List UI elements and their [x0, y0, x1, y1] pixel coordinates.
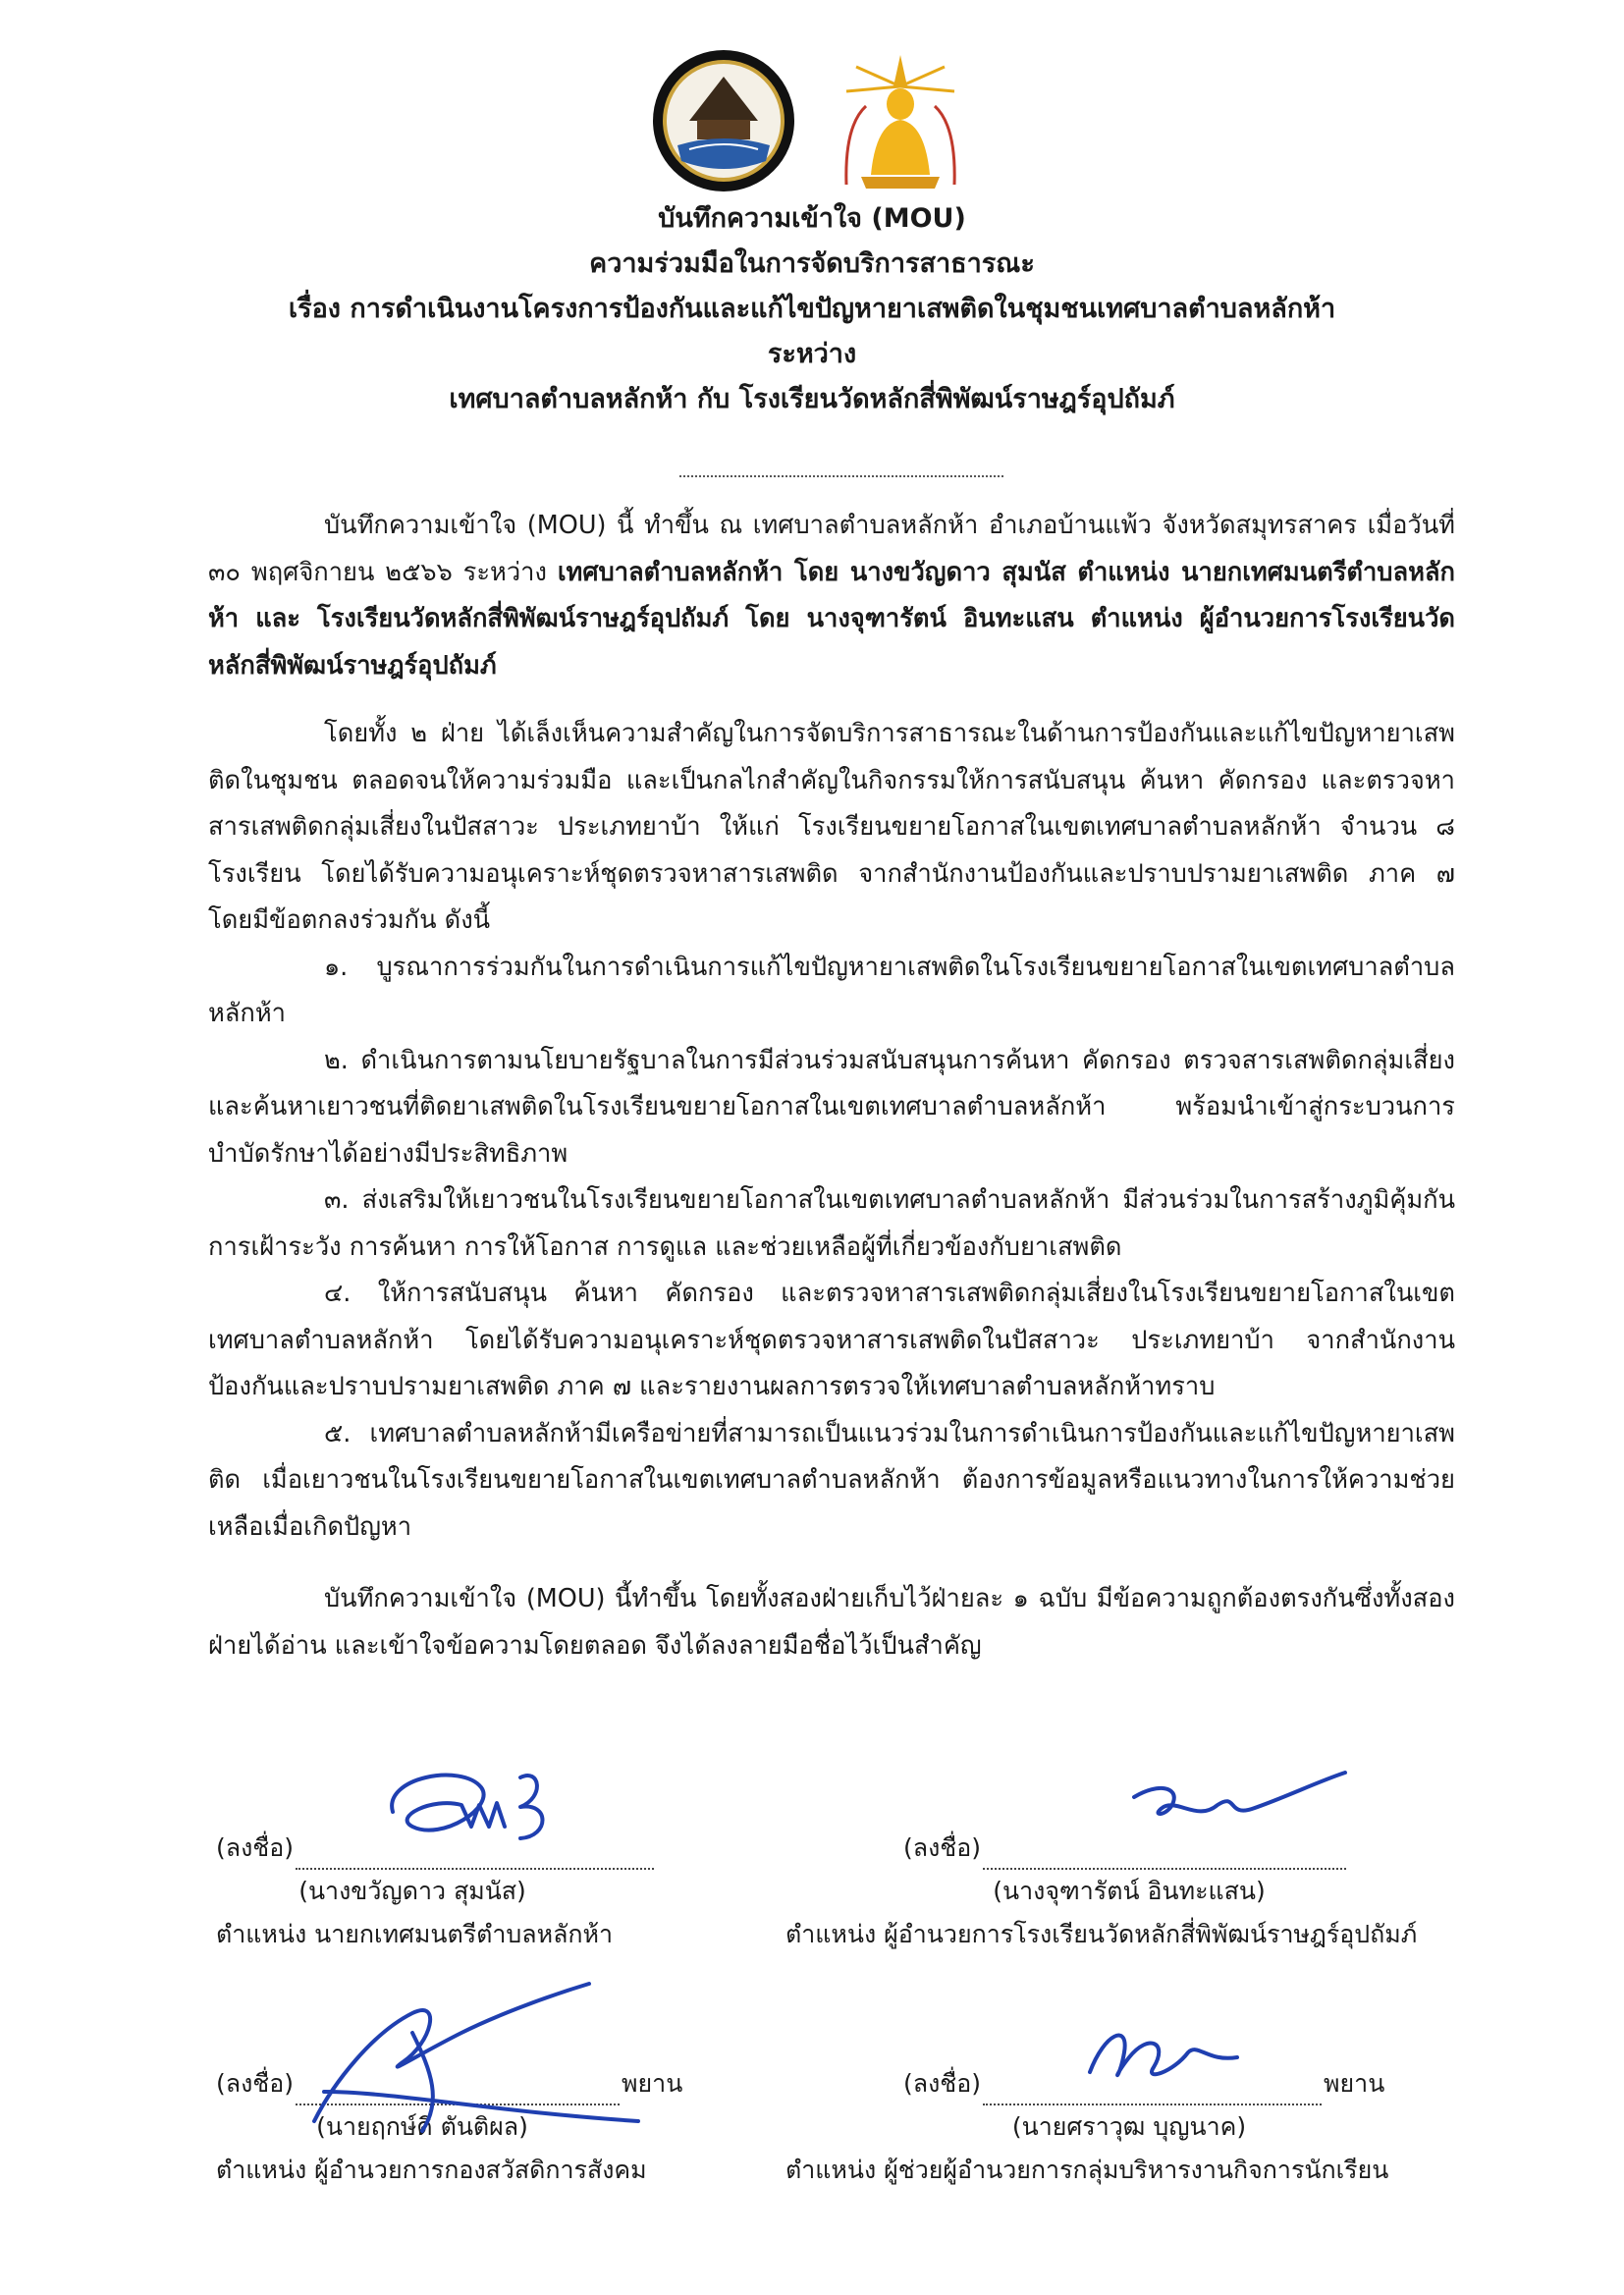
agreement-item-3: ๓. ส่งเสริมให้เยาวชนในโรงเรียนขยายโอกาสในเขตเทศบาลตำบลหลักห้า มีส่วนร่วมในการสร้างภูมิคุ้มกันการเฝ้าระวัง การค้นหา การให้โอกาส การดูแล และช่วยเหลือผู้ที่เกี่ยวข้องกับยาเสพติด: [208, 1185, 1455, 1262]
document-body: [208, 503, 1455, 1669]
municipality-seal-logo: [650, 47, 797, 194]
title-line-2: ความร่วมมือในการจัดบริการสาธารณะ: [589, 248, 1035, 279]
signer-name: (นางจุฑารัตน์ อินทะแสน): [993, 1877, 1266, 1905]
signer-position: ตำแหน่ง ผู้ช่วยผู้อำนวยการกลุ่มบริหารงานกิจการนักเรียน: [785, 2156, 1389, 2184]
intro-text: บันทึกความเข้าใจ (MOU) นี้ ทำขึ้น ณ เทศบาลตำบลหลักห้า อำเภอบ้านแพ้ว จังหวัดสมุทรสาคร เมื่อวันที่ ๓๐ พฤศจิกายน ๒๕๖๖ ระหว่าง: [208, 511, 1455, 587]
handwritten-signature-2: [1129, 1758, 1355, 1846]
sign-label: (ลงชื่อ): [216, 1833, 295, 1862]
signer-name: (นายศราวุฒ บุญนาค): [1011, 2112, 1247, 2141]
title-line-4: ระหว่าง: [767, 339, 857, 369]
witness-label: พยาน: [622, 2069, 683, 2098]
handwritten-signature-4: [1080, 2013, 1247, 2102]
purpose-paragraph: โดยทั้ง ๒ ฝ่าย ได้เล็งเห็นความสำคัญในการจัดบริการสาธารณะในด้านการป้องกันและแก้ไขปัญหายาเสพติดในชุมชน ตลอดจนให้ความร่วมมือ และเป็นกลไกสำคัญในกิจกรรมให้การสนับสนุน ค้นหา คัดกรอง และตรวจหาสารเสพติดกลุ่มเสี่ยงในปัสสาวะ ประเภทยาบ้า ให้แก่ โรงเรียนขยายโอกาสในเขตเทศบาลตำบลหลักห้า จำนวน ๘ โรงเรียน โดยได้รับความอนุเคราะห์ชุดตรวจหาสารเสพติด จากสำนักงานป้องกันและปราบปรามยาเสพติด ภาค ๗ โดยมีข้อตกลงร่วมกัน ดังนี้: [208, 719, 1455, 935]
logo-row: [0, 47, 1624, 194]
handwritten-signature-1: [373, 1758, 599, 1866]
agreement-item-4: ๔. ให้การสนับสนุน ค้นหา คัดกรอง และตรวจหาสารเสพติดกลุ่มเสี่ยงในโรงเรียนขยายโอกาสในเขตเทศบาลตำบลหลักห้า โดยได้รับความอนุเคราะห์ชุดตรวจหาสารเสพติดในปัสสาวะ ประเภทยาบ้า จากสำนักงานป้องกันและปราบปรามยาเสพติด ภาค ๗ และรายงานผลการตรวจให้เทศบาลตำบลหลักห้าทราบ: [208, 1279, 1455, 1401]
handwritten-signature-3: [295, 1974, 658, 2141]
school-buddha-logo: [827, 47, 974, 194]
title-line-5: เทศบาลตำบลหลักห้า กับ โรงเรียนวัดหลักสี่พิพัฒน์ราษฎร์อุปถัมภ์: [449, 384, 1175, 414]
sign-label: (ลงชื่อ): [903, 1833, 982, 1862]
signer-position: ตำแหน่ง ผู้อำนวยการโรงเรียนวัดหลักสี่พิพัฒน์ราษฎร์อุปถัมภ์: [785, 1920, 1418, 1948]
signer-name: (นายฤกษ์ดี ตันติผล): [316, 2112, 528, 2141]
agreement-item-2: ๒. ดำเนินการตามนโยบายรัฐบาลในการมีส่วนร่วมสนับสนุนการค้นหา คัดกรอง ตรวจสารเสพติดกลุ่มเสี่ยงและค้นหาเยาวชนที่ติดยาเสพติดในโรงเรียนขยายโอกาสในเขตเทศบาลตำบลหลักห้า พร้อมนำเข้าสู่กระบวนการบำบัดรักษาได้อย่างมีประสิทธิภาพ: [208, 1045, 1455, 1169]
title-line-1: บันทึกความเข้าใจ (MOU): [658, 203, 966, 234]
sign-label: (ลงชื่อ): [903, 2069, 982, 2098]
intro-paragraph: [208, 503, 1455, 689]
signer-position: ตำแหน่ง ผู้อำนวยการกองสวัสดิการสังคม: [216, 2156, 647, 2184]
witness-label: พยาน: [1324, 2069, 1385, 2098]
title-line-3: เรื่อง การดำเนินงานโครงการป้องกันและแก้ไขปัญหายาเสพติดในชุมชนเทศบาลตำบลหลักห้า: [288, 294, 1336, 324]
agreement-item-5: ๕. เทศบาลตำบลหลักห้ามีเครือข่ายที่สามารถเป็นแนวร่วมในการดำเนินการป้องกันและแก้ไขปัญหายาเสพติด เมื่อเยาวชนในโรงเรียนขยายโอกาสในเขตเทศบาลตำบลหลักห้า ต้องการข้อมูลหรือแนวทางในการให้ความช่วยเหลือเมื่อเกิดปัญหา: [208, 1418, 1455, 1542]
intro-parties-bold: เทศบาลตำบลหลักห้า โดย นางขวัญดาว สุมนัส ตำแหน่ง นายกเทศมนตรีตำบลหลักห้า และ โรงเรียนวัดหลักสี่พิพัฒน์ราษฎร์อุปถัมภ์ โดย นางจุฑารัตน์ อินทะแสน ตำแหน่ง ผู้อำนวยการโรงเรียนวัดหลักสี่พิพัฒน์ราษฎร์อุปถัมภ์: [208, 557, 1455, 681]
signer-name: (นางขวัญดาว สุมนัส): [298, 1877, 526, 1905]
signer-position: ตำแหน่ง นายกเทศมนตรีตำบลหลักห้า: [216, 1920, 614, 1948]
agreement-item-1: ๑. บูรณาการร่วมกันในการดำเนินการแก้ไขปัญหายาเสพติดในโรงเรียนขยายโอกาสในเขตเทศบาลตำบลหลักห้า: [208, 952, 1455, 1028]
title-divider: [679, 475, 1003, 477]
sign-label: (ลงชื่อ): [216, 2069, 295, 2098]
closing-paragraph: บันทึกความเข้าใจ (MOU) นี้ทำขึ้น โดยทั้งสองฝ่ายเก็บไว้ฝ่ายละ ๑ ฉบับ มีข้อความถูกต้องตรงกันซึ่งทั้งสองฝ่ายได้อ่าน และเข้าใจข้อความโดยตลอด จึงได้ลงลายมือชื่อไว้เป็นสำคัญ: [208, 1584, 1455, 1661]
document-title: [0, 196, 1624, 422]
